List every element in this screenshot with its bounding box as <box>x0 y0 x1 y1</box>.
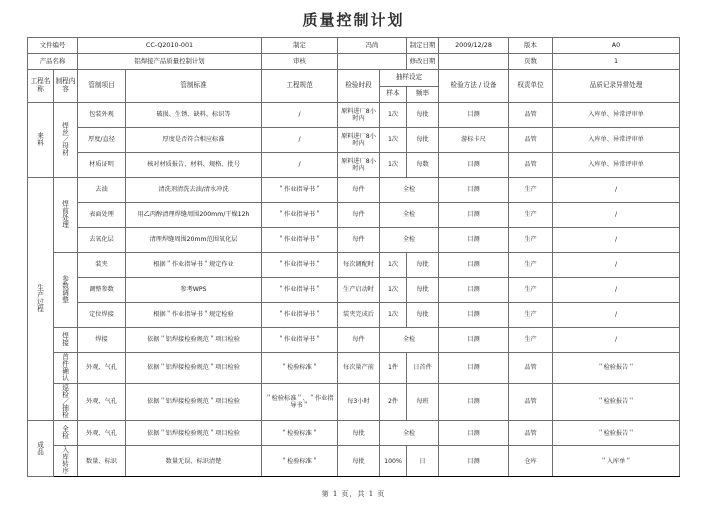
cell-records: / <box>553 228 680 253</box>
cell-method: 目测 <box>439 203 509 228</box>
subgroup-label: 焊 前 处 理 <box>53 178 77 253</box>
cell-method: 目测 <box>439 253 509 278</box>
cell-inspect-stage: 每件 <box>338 228 380 253</box>
cell-sample: 100% <box>380 446 407 477</box>
col-inspect-stage: 检验时段 <box>338 70 380 103</box>
section-label: 生 产 过 程 <box>27 178 53 421</box>
cell-frequency: 每批 <box>407 128 439 153</box>
label-prepare-date: 制定日期 <box>407 38 439 54</box>
cell-control-standard: 核对材质报告、材料、规格、批号 <box>125 153 261 178</box>
column-header-row <box>27 70 679 87</box>
table-row <box>27 353 679 384</box>
cell-records: / <box>553 303 680 328</box>
table-row <box>27 278 679 303</box>
value-revise-date <box>439 54 509 70</box>
quality-control-plan-table <box>27 37 680 477</box>
label-version: 版本 <box>509 38 553 54</box>
cell-records: ＂入库单＂ <box>553 446 680 477</box>
cell-inspect-stage: 每次量产前 <box>338 353 380 384</box>
cell-responsible: 生产 <box>509 203 553 228</box>
cell-inspect-stage: 原料进厂8小时内 <box>338 103 380 128</box>
value-prepare-date: 2009/12/28 <box>439 38 509 54</box>
cell-inspect-stage: 原料进厂8小时内 <box>338 128 380 153</box>
cell-frequency: 每批 <box>407 278 439 303</box>
cell-inspect-stage: 每批 <box>338 421 380 446</box>
subgroup-label: 焊 接 <box>53 328 77 353</box>
cell-spec: ＂作业指导书＂ <box>262 328 338 353</box>
table-row <box>27 303 679 328</box>
label-prepared-by: 制定 <box>262 38 338 54</box>
cell-spec: ＂作业指导书＂ <box>262 278 338 303</box>
cell-responsible: 生产 <box>509 278 553 303</box>
table-row <box>27 446 679 477</box>
cell-control-item: 数量、标识 <box>77 446 125 477</box>
cell-method: 目测 <box>439 153 509 178</box>
cell-control-item: 定位焊接 <box>77 303 125 328</box>
cell-control-item: 外观、气孔 <box>77 421 125 446</box>
cell-inspect-stage: 原料进厂8小时内 <box>338 153 380 178</box>
cell-sample: 1次 <box>380 103 407 128</box>
value-product-name: 铝焊接产品质量控制计划 <box>77 54 261 70</box>
table-row <box>27 421 679 446</box>
cell-records: / <box>553 253 680 278</box>
table-row <box>27 228 679 253</box>
col-spec: 工程规范 <box>262 70 338 103</box>
cell-records: ＂检验报告＂ <box>553 353 680 384</box>
cell-spec: ＂作业指导书＂ <box>262 228 338 253</box>
cell-sample: 1次 <box>380 128 407 153</box>
cell-method: 目测 <box>439 421 509 446</box>
value-reviewed-by <box>338 54 407 70</box>
table-row <box>27 128 679 153</box>
cell-method: 目测 <box>439 278 509 303</box>
cell-control-item: 焊接 <box>77 328 125 353</box>
cell-records: / <box>553 328 680 353</box>
subgroup-label: 首 件 确 认 <box>53 353 77 384</box>
cell-control-standard: 依据＂铝焊接检验规范＂项目检验 <box>125 383 261 421</box>
cell-spec: ＂检验标准＂ <box>262 446 338 477</box>
table-row <box>27 103 679 128</box>
col-sample: 样本 <box>380 86 407 103</box>
col-control-item: 管制项目 <box>77 70 125 103</box>
cell-inspect-stage: 装夹完成后 <box>338 303 380 328</box>
cell-control-item: 调整参数 <box>77 278 125 303</box>
value-pages: 1 <box>553 54 680 70</box>
cell-records: 入库单、异常评审单 <box>553 128 680 153</box>
page-title: 质量控制计划 <box>302 11 405 29</box>
cell-control-standard: 用乙丙醇清理焊缝周围200mm/干燥12h <box>125 203 261 228</box>
cell-method: 目测 <box>439 303 509 328</box>
cell-control-item: 装夹 <box>77 253 125 278</box>
cell-responsible: 生产 <box>509 178 553 203</box>
cell-control-item: 去油 <box>77 178 125 203</box>
cell-records: 入库单、异常评审单 <box>553 153 680 178</box>
cell-responsible: 生产 <box>509 253 553 278</box>
cell-records: ＂检验报告＂ <box>553 383 680 421</box>
cell-method: 目测 <box>439 178 509 203</box>
cell-control-standard: 破损、生锈、缺料、标识等 <box>125 103 261 128</box>
col-process-content: 制程内容 <box>53 70 77 103</box>
cell-frequency: 每批 <box>407 103 439 128</box>
table-row <box>27 178 679 203</box>
cell-control-standard: 清洗剂清洗去油/清水冲洗 <box>125 178 261 203</box>
cell-control-standard: 参考WPS <box>125 278 261 303</box>
col-control-standard: 管制标准 <box>125 70 261 103</box>
cell-records: / <box>553 278 680 303</box>
cell-frequency: 每数 <box>407 153 439 178</box>
col-frequency: 频率 <box>407 86 439 103</box>
subgroup-label: 焊 丝 ／ 母 材 <box>53 103 77 178</box>
col-method: 检验方法 / 设备 <box>439 70 509 103</box>
cell-frequency: 每批 <box>407 253 439 278</box>
table-row <box>27 203 679 228</box>
cell-sample: 全检 <box>380 178 439 203</box>
cell-sample: 1次 <box>380 278 407 303</box>
table-row <box>27 383 679 421</box>
label-reviewed-by: 审核 <box>262 54 338 70</box>
cell-sample: 1次 <box>380 153 407 178</box>
meta-row-2 <box>27 54 679 70</box>
cell-control-item: 厚度/直径 <box>77 128 125 153</box>
cell-sample: 全检 <box>380 228 439 253</box>
cell-frequency: 日 <box>407 446 439 477</box>
cell-spec: / <box>262 128 338 153</box>
document-page <box>0 9 707 509</box>
cell-control-standard: 根据＂作业指导书＂规定作业 <box>125 253 261 278</box>
value-doc-no: CC-Q2010-001 <box>77 38 261 54</box>
cell-sample: 1次 <box>380 303 407 328</box>
label-product-name: 产品名称 <box>27 54 77 70</box>
cell-responsible: 品管 <box>509 421 553 446</box>
cell-responsible: 生产 <box>509 228 553 253</box>
subgroup-label: 全 检 <box>53 421 77 446</box>
cell-method: 目测 <box>439 228 509 253</box>
cell-spec: ＂检验标准＂ <box>262 353 338 384</box>
section-label: 成 品 <box>27 421 53 477</box>
cell-responsible: 品管 <box>509 153 553 178</box>
cell-inspect-stage: 每3小时 <box>338 383 380 421</box>
cell-frequency: 日首件 <box>407 353 439 384</box>
cell-responsible: 品管 <box>509 383 553 421</box>
cell-method: 目测 <box>439 446 509 477</box>
cell-responsible: 生产 <box>509 303 553 328</box>
cell-records: / <box>553 178 680 203</box>
cell-responsible: 品管 <box>509 103 553 128</box>
cell-control-standard: 厚度是否符合相应标准 <box>125 128 261 153</box>
subgroup-label: 巡 检 ／ 抽 检 <box>53 383 77 421</box>
cell-spec: ＂作业指导书＂ <box>262 178 338 203</box>
table-row <box>27 153 679 178</box>
cell-responsible: 生产 <box>509 328 553 353</box>
cell-inspect-stage: 每次调配时 <box>338 253 380 278</box>
cell-spec: / <box>262 103 338 128</box>
cell-inspect-stage: 每批 <box>338 446 380 477</box>
label-revise-date: 修改日期 <box>407 54 439 70</box>
cell-control-standard: 数量无误、标识清楚 <box>125 446 261 477</box>
table-row <box>27 328 679 353</box>
cell-inspect-stage: 每件 <box>338 178 380 203</box>
cell-responsible: 仓库 <box>509 446 553 477</box>
cell-spec: ＂检验标准＂、＂作业指导书＂ <box>262 383 338 421</box>
cell-control-item: 外观、气孔 <box>77 353 125 384</box>
cell-control-standard: 清理焊缝周围20mm范围氧化层 <box>125 228 261 253</box>
cell-spec: ＂作业指导书＂ <box>262 203 338 228</box>
section-label: 来 料 <box>27 103 53 178</box>
cell-method: 目测 <box>439 353 509 384</box>
cell-sample: 2件 <box>380 383 407 421</box>
cell-responsible: 品管 <box>509 353 553 384</box>
cell-control-item: 材质证明 <box>77 153 125 178</box>
col-responsible: 权责单位 <box>509 70 553 103</box>
cell-control-standard: 根据＂作业指导书＂规定检验 <box>125 303 261 328</box>
cell-records: ＂检验报告＂ <box>553 421 680 446</box>
cell-inspect-stage: 生产启动时 <box>338 278 380 303</box>
cell-method: 目测 <box>439 383 509 421</box>
cell-sample: 1件 <box>380 353 407 384</box>
label-doc-no: 文件编号 <box>27 38 77 54</box>
cell-spec: / <box>262 153 338 178</box>
cell-control-item: 外观、气孔 <box>77 383 125 421</box>
cell-frequency: 每批 <box>407 303 439 328</box>
cell-sample: 全检 <box>380 421 439 446</box>
subgroup-label: 参 数 调 整 <box>53 253 77 328</box>
cell-spec: ＂检验标准＂ <box>262 421 338 446</box>
cell-sample: 全检 <box>380 328 439 353</box>
cell-records: / <box>553 203 680 228</box>
cell-control-item: 表面处理 <box>77 203 125 228</box>
subgroup-label: 入 库 转 序 <box>53 446 77 477</box>
cell-inspect-stage: 每件 <box>338 203 380 228</box>
value-prepared-by: 冯尚 <box>338 38 407 54</box>
cell-sample: 1次 <box>380 253 407 278</box>
cell-frequency: 每班 <box>407 383 439 421</box>
value-version: A0 <box>553 38 680 54</box>
cell-method: 游标卡尺 <box>439 128 509 153</box>
cell-control-standard: 依据＂铝焊接检验规范＂项目检验 <box>125 421 261 446</box>
page-footer: 第 1 页，共 1 页 <box>321 489 386 498</box>
col-records: 品质记录异常处理 <box>553 70 680 103</box>
cell-spec: ＂作业指导书＂ <box>262 253 338 278</box>
cell-method: 目测 <box>439 103 509 128</box>
cell-spec: ＂作业指导书＂ <box>262 303 338 328</box>
cell-responsible: 品管 <box>509 128 553 153</box>
cell-method: 目测 <box>439 328 509 353</box>
cell-sample: 全检 <box>380 203 439 228</box>
table-row <box>27 253 679 278</box>
meta-row-1 <box>27 38 679 54</box>
col-process-name: 工程名称 <box>27 70 53 103</box>
cell-control-item: 去氧化层 <box>77 228 125 253</box>
cell-inspect-stage: 每件 <box>338 328 380 353</box>
cell-control-standard: 依据＂铝焊接检验规范＂项目检验 <box>125 353 261 384</box>
cell-control-item: 包装外观 <box>77 103 125 128</box>
cell-records: 入库单、异常评审单 <box>553 103 680 128</box>
col-sampling-group: 抽样设定 <box>380 70 439 87</box>
label-pages: 页数 <box>509 54 553 70</box>
cell-control-standard: 依据＂铝焊接检验规范＂项目检验 <box>125 328 261 353</box>
